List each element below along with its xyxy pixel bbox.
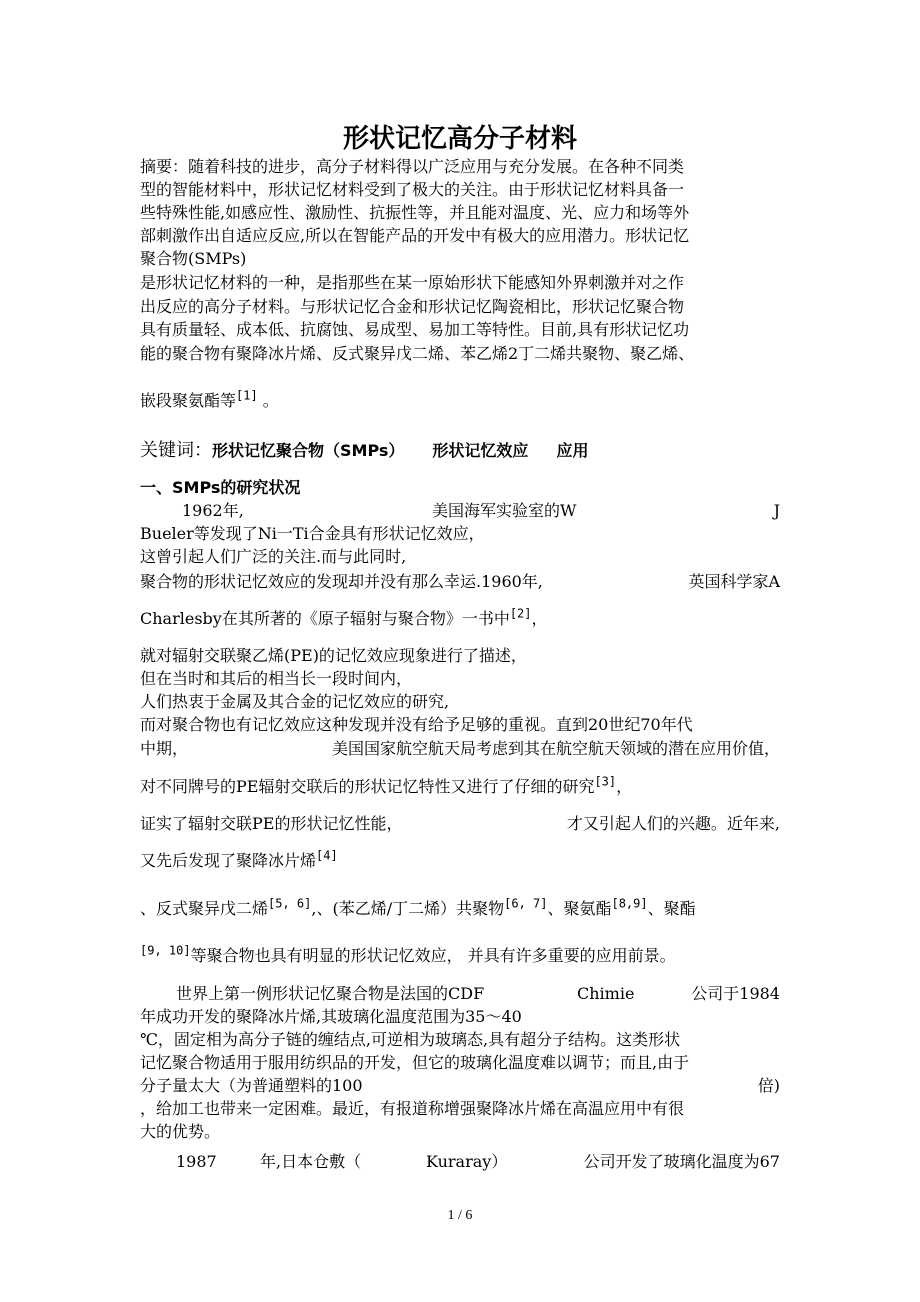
body-text: 年,日本仓敷（ (260, 1152, 362, 1171)
body-line: Bueler等发现了Ni一Ti合金具有形状记忆效应， (140, 524, 485, 543)
body-line: 大的优势。 (140, 1122, 221, 1141)
body-text: 又先后发现了聚降冰片烯 (140, 851, 317, 870)
abstract-line: 出反应的高分子材料。与形状记忆合金和形状记忆陶瓷相比，形状记忆聚合物 (140, 297, 685, 316)
body-text: 美国国家航空航天局考虑到其在航空航天领域的潜在应用价值， (331, 739, 780, 758)
keywords-line (140, 440, 780, 462)
body-line: ，给加工也带来一定困难。最近，有报道称增强聚降冰片烯在高温应用中有很 (140, 1099, 685, 1118)
body-text: 公司开发了玻璃化温度为67 (583, 1152, 780, 1171)
citation-ref: [3] (594, 774, 617, 789)
body-text: 证实了辐射交联PE的形状记忆性能， (140, 814, 403, 833)
citation-ref: [2] (509, 606, 532, 621)
citation-ref: [1] (236, 388, 258, 403)
abstract-tail: 。 (257, 391, 279, 410)
citation-ref: [4] (316, 848, 338, 863)
abstract-line (140, 390, 780, 412)
body-text: 分子量太大（为普通塑料的100 (140, 1076, 363, 1095)
body-text: 1962年, (182, 501, 244, 520)
body-text: 公司于1984 (691, 984, 780, 1003)
body-line: 就对辐射交联聚乙烯(PE)的记忆效应现象进行了描述， (140, 646, 527, 665)
page-number: 1 / 6 (447, 1208, 473, 1223)
body-text: 中期， (140, 739, 189, 758)
body-line (140, 945, 780, 967)
body-line (140, 738, 780, 760)
body-text: ， (616, 777, 633, 796)
abstract-line: 部刺激作出自适应反应,所以在智能产品的开发中有极大的应用潜力。形状记忆 (140, 226, 690, 245)
body-text: 1987 (176, 1152, 217, 1171)
body-line: ℃，固定相为高分子链的缠结点,可逆相为玻璃态,具有超分子结构。这类形状 (140, 1030, 681, 1049)
citation-ref: [9, 10] (140, 943, 191, 958)
body-text: 聚合物的形状记忆效应的发现却并没有那么幸运.1960年, (140, 572, 543, 591)
body-text: 等聚合物也具有明显的形状记忆效应， 并具有许多重要的应用前景。 (190, 946, 676, 965)
body-text: 对不同牌号的PE辐射交联后的形状记忆特性又进行了仔细的研究 (140, 777, 595, 796)
abstract-line: 些特殊性能,如感应性、激励性、抗振性等，并且能对温度、光、应力和场等外 (140, 203, 690, 222)
body-text: Charlesby在其所著的《原子辐射与聚合物》一书中 (140, 609, 510, 628)
abstract-line: 能的聚合物有聚降冰片烯、反式聚异戊二烯、苯乙烯2丁二烯共聚物、聚乙烯、 (140, 344, 695, 363)
body-text: ， (531, 609, 548, 628)
body-text: 、聚酯 (647, 899, 696, 918)
body-line: 人们热衷于金属及其合金的记忆效应的研究, (140, 692, 450, 711)
body-line (140, 608, 780, 630)
body-line (140, 1075, 780, 1097)
body-text: J (773, 501, 780, 520)
section-heading: 一、SMPs的研究状况 (140, 478, 301, 497)
body-text: ,、(苯乙烯/丁二烯）共聚物 (311, 899, 505, 918)
body-line: 这曾引起人们广泛的关注.而与此同时, (140, 547, 407, 566)
body-text: 、聚氨酯 (547, 899, 612, 918)
page-title: 形状记忆高分子材料 (342, 124, 577, 154)
abstract-line: 是形状记忆材料的一种，是指那些在某一原始形状下能感知外界刺激并对之作 (140, 273, 685, 292)
keywords-label: 关键词： (140, 440, 212, 461)
abstract-text: 嵌段聚氨酯等 (140, 391, 237, 410)
body-text: 英国科学家A (688, 572, 780, 591)
body-line (140, 898, 780, 920)
keyword: 形状记忆效应 (432, 441, 529, 460)
citation-ref: [8,9] (611, 896, 648, 911)
body-line (140, 850, 780, 872)
body-text: Chimie (577, 984, 635, 1003)
body-line: 年成功开发的聚降冰片烯,其玻璃化温度范围为35～40 (140, 1007, 522, 1026)
abstract-line: 具有质量轻、成本低、抗腐蚀、易成型、易加工等特性。目前,具有形状记忆功 (140, 320, 690, 339)
body-text: Kuraray） (426, 1152, 508, 1171)
body-line: 记忆聚合物适用于服用纺织品的开发，但它的玻璃化温度难以调节；而且,由于 (140, 1053, 690, 1072)
body-text: 才又引起人们的兴趣。近年来, (566, 814, 780, 833)
abstract-line: 聚合物(SMPs) (140, 249, 247, 268)
body-text: 美国海军实验室的W (432, 501, 577, 520)
citation-ref: [5, 6] (268, 896, 312, 911)
citation-ref: [6, 7] (504, 896, 548, 911)
body-text: 倍) (757, 1076, 780, 1095)
body-line: 但在当时和其后的相当长一段时间内， (140, 669, 413, 688)
body-text: 世界上第一例形状记忆聚合物是法国的CDF (176, 984, 485, 1003)
body-line: 而对聚合物也有记忆效应这种发现并没有给予足够的重视。直到20世纪70年代 (140, 715, 693, 734)
keyword: 形状记忆聚合物（SMPs） (212, 441, 405, 460)
abstract-line: 型的智能材料中，形状记忆材料受到了极大的关注。由于形状记忆材料具备一 (140, 180, 685, 199)
body-text: 、反式聚异戊二烯 (140, 899, 269, 918)
abstract-line: 摘要：随着科技的进步，高分子材料得以广泛应用与充分发展。在各种不同类 (140, 157, 685, 176)
body-line (140, 776, 780, 798)
body-line (140, 813, 780, 835)
keyword: 应用 (556, 441, 589, 460)
body-line (140, 571, 780, 593)
